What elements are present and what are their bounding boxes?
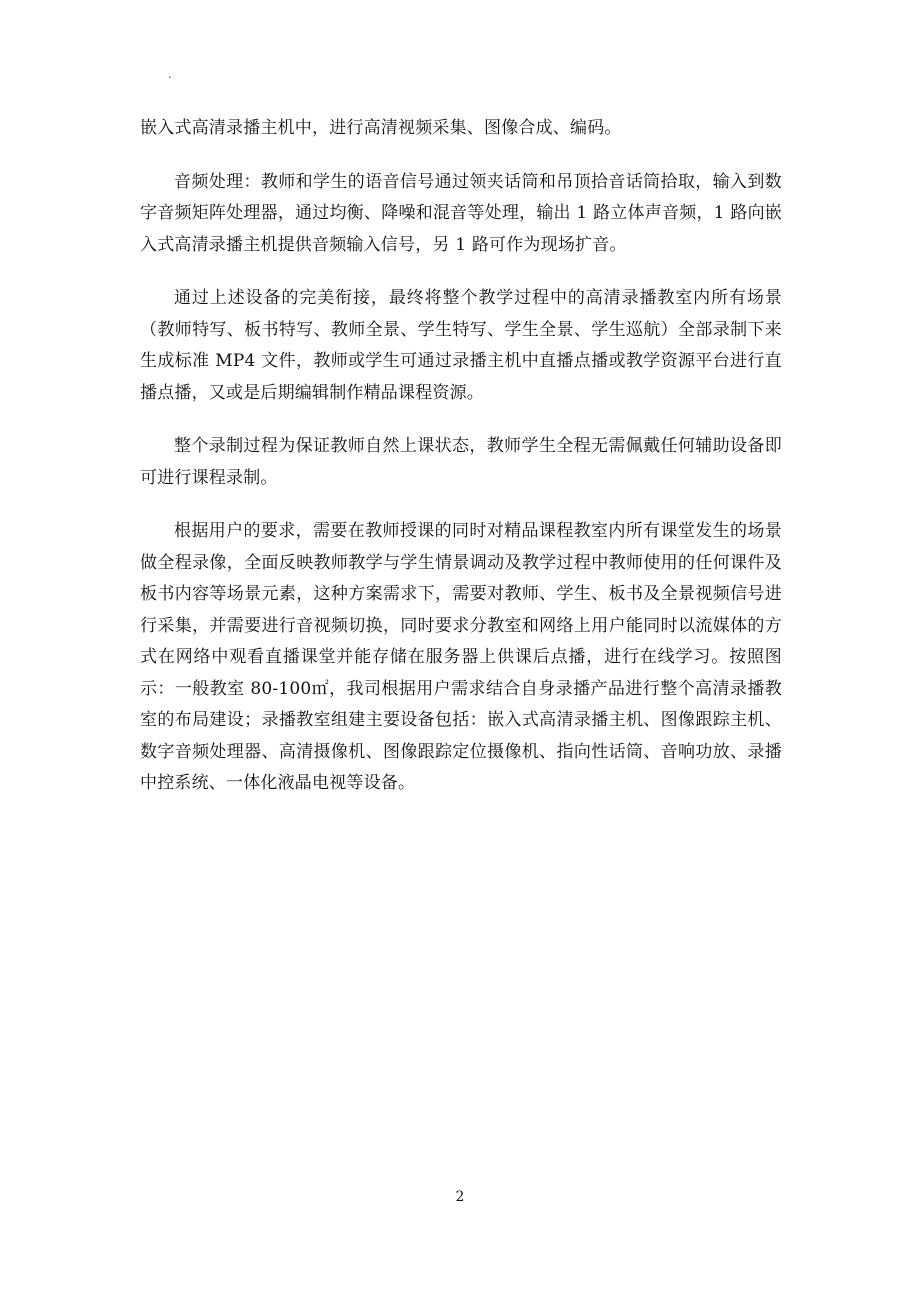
page-number: 2: [455, 1189, 465, 1205]
paragraph-audio-processing: 音频处理：教师和学生的语音信号通过领夹话筒和吊顶拾音话筒拾取，输入到数字音频矩阵处理器，通过均衡、降噪和混音等处理，输出 1 路立体声音频，1 路向嵌入式高清录播主机提供音频输入信号，另 1 路可作为现场扩音。: [140, 171, 782, 255]
paragraph-recording-scenes: 通过上述设备的完美衔接，最终将整个教学过程中的高清录播教室内所有场景（教师特写、板书特写、教师全景、学生特写、学生全景、学生巡航）全部录制下来生成标准 MP4 文件，教师或学生可通过录播主机中直播点播或教学资源平台进行直播点播，又或是后期编辑制作精品课程资源。: [140, 288, 782, 403]
body-text: [140, 113, 782, 800]
paragraph-natural-teaching: 整个录制过程为保证教师自然上课状态，教师学生全程无需佩戴任何辅助设备即可进行课程录制。: [140, 436, 782, 488]
corner-mark: .: [168, 68, 172, 81]
paragraph-user-requirements: 根据用户的要求，需要在教师授课的同时对精品课程教室内所有课堂发生的场景做全程录像，全面反映教师教学与学生情景调动及教学过程中教师使用的任何课件及板书内容等场景元素，这种方案需求下，需要对教师、学生、板书及全景视频信号进行采集，并需要进行音视频切换，同时要求分教室和网络上用户能同时以流媒体的方式在网络中观看直播课堂并能存储在服务器上供课后点播，进行在线学习。按照图示：一般教室 80-100㎡，我司根据用户需求结合自身录播产品进行整个高清录播教室的布局建设；录播教室组建主要设备包括：嵌入式高清录播主机、图像跟踪主机、数字音频处理器、高清摄像机、图像跟踪定位摄像机、指向性话筒、音响功放、录播中控系统、一体化液晶电视等设备。: [140, 521, 782, 793]
paragraph-continuation: 嵌入式高清录播主机中，进行高清视频采集、图像合成、编码。: [140, 118, 622, 138]
